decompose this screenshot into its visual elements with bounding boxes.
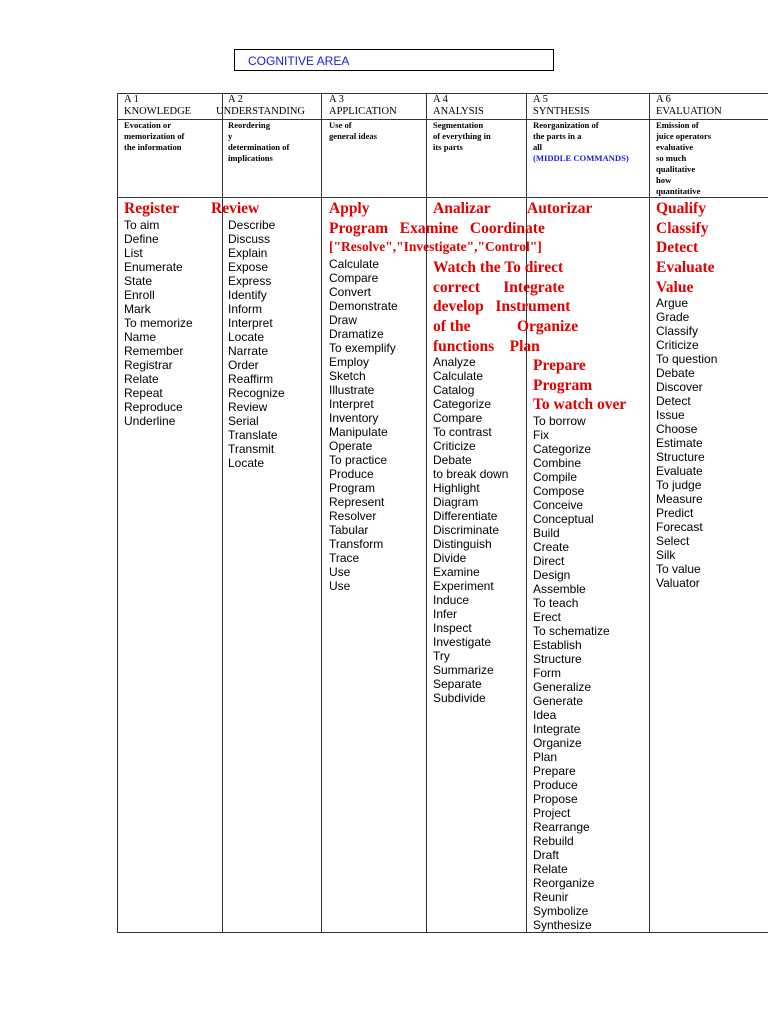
verb-item: Debate [433,453,472,467]
verb-item: Propose [533,792,578,806]
verb-item: To schematize [533,624,610,638]
verb-item: Discover [656,380,703,394]
verb-item: Compose [533,484,585,498]
verb-item: Project [533,806,571,820]
column-description-line: of everything in [433,131,491,141]
verb-item: Demonstrate [329,299,398,313]
verb-list-synthesis [533,414,610,932]
verb-item: Relate [533,862,568,876]
verb-item: Establish [533,638,582,652]
column-divider [649,93,650,933]
verb-item: Compare [329,271,379,285]
key-verb-heading: Value [656,279,694,296]
verb-item: Order [228,358,259,372]
column-description-line: implications [228,153,273,163]
verb-item: Reaffirm [228,372,274,386]
column-description-line: Reordering [228,120,271,130]
verb-item: To memorize [124,316,193,330]
column-description-line: Segmentation [433,120,484,130]
verb-item: Manipulate [329,425,388,439]
column-code: A 1 [124,94,139,105]
key-verb-heading: Review [211,200,260,217]
column-code: A 3 [329,94,344,105]
verb-item: Name [124,330,157,344]
verb-item: Employ [329,355,370,369]
verb-item: Summarize [433,663,494,677]
column-description-line: determination of [228,142,290,152]
verb-list-analysis [433,355,508,705]
column-code: A 6 [656,94,671,105]
column-description-line: the information [124,142,182,152]
column-description-line: qualitative [656,164,696,174]
verb-item: Produce [329,467,374,481]
verb-item: Analyze [433,355,476,369]
column-description-line: Evocation or [124,120,172,130]
verb-item: Convert [329,285,372,299]
verb-item: Criticize [656,338,699,352]
key-verb-heading: Autorizar [527,200,593,217]
key-verb-heading: Program [533,377,593,394]
column-description-line: memorization of [124,131,185,141]
column-name: EVALUATION [656,106,722,117]
verb-item: Try [433,649,450,663]
verb-item: Dramatize [329,327,384,341]
verb-item: Underline [124,414,176,428]
verb-item: Recognize [228,386,285,400]
verb-item: Induce [433,593,470,607]
verb-item: to break down [433,467,509,481]
verb-item: Draw [329,313,358,327]
verb-item: Conceptual [533,512,594,526]
verb-item: Express [228,274,272,288]
verb-item: Conceive [533,498,584,512]
verb-item: Fix [533,428,549,442]
verb-item: Combine [533,456,582,470]
column-name: SYNTHESIS [533,106,590,117]
verb-item: Produce [533,778,578,792]
verb-item: To exemplify [329,341,396,355]
verb-item: Investigate [433,635,492,649]
verb-item: Mark [124,302,151,316]
verb-item: Interpret [228,316,273,330]
verb-item: Structure [533,652,582,666]
column-code: A 4 [433,94,448,105]
column-description-line: (MIDDLE COMMANDS) [533,153,629,163]
verb-item: Separate [433,677,482,691]
verb-item: Transform [329,537,384,551]
verb-item: Locate [228,330,265,344]
key-verb-heading: develop Instrument [433,298,571,315]
verb-item: Generalize [533,680,592,694]
key-verb-heading: Analizar [433,200,491,217]
verb-item: Issue [656,408,685,422]
verb-item: Repeat [124,386,163,400]
verb-item: Symbolize [533,904,589,918]
verb-item: Build [533,526,560,540]
verb-item: Diagram [433,495,479,509]
verb-item: Define [124,232,159,246]
verb-item: Narrate [228,344,269,358]
verb-item: To value [656,562,701,576]
verb-item: Use [329,565,351,579]
verb-item: Experiment [433,579,494,593]
verb-item: Silk [656,548,676,562]
verb-item: Relate [124,372,159,386]
verb-item: To contrast [433,425,492,439]
key-verb-heading: Apply [329,200,370,217]
verb-item: Identify [228,288,267,302]
verb-item: Reunir [533,890,569,904]
verb-item: Predict [656,506,694,520]
verb-item: Rebuild [533,834,574,848]
verb-item: Operate [329,439,373,453]
column-name: UNDERSTANDING [216,106,305,117]
verb-item: Synthesize [533,918,592,932]
key-verb-heading: Watch the To direct [433,259,564,276]
column-divider [117,93,118,933]
verb-item: Catalog [433,383,475,397]
verb-item: Measure [656,492,703,506]
verb-item: Highlight [433,481,480,495]
column-description-line: so much [656,153,687,163]
verb-item: Distinguish [433,537,492,551]
key-verb-heading: Register [124,200,180,217]
verb-item: Categorize [433,397,492,411]
verb-item: Form [533,666,561,680]
column-description-line: juice operators [656,131,712,141]
verb-item: To judge [656,478,702,492]
verb-item: Examine [433,565,480,579]
verb-item: Compare [433,411,483,425]
verb-item: Differentiate [433,509,498,523]
verb-list-understanding [228,218,285,470]
verb-item: Estimate [656,436,703,450]
verb-item: Describe [228,218,276,232]
column-name: ANALYSIS [433,106,484,117]
verb-item: To question [656,352,718,366]
key-verb-heading: Evaluate [656,259,715,276]
verb-item: Detect [656,394,691,408]
verb-item: To borrow [533,414,586,428]
key-verb-heading: Qualify [656,200,706,217]
verb-item: Rearrange [533,820,590,834]
verb-item: Direct [533,554,565,568]
verb-item: Forecast [656,520,703,534]
column-description-line: Use of [329,120,352,130]
verb-item: Categorize [533,442,592,456]
verb-item: Remember [124,344,184,358]
verb-item: Subdivide [433,691,486,705]
verb-item: Transmit [228,442,275,456]
key-verb-heading: Prepare [533,357,586,374]
column-name: APPLICATION [329,106,397,117]
verb-item: Locate [228,456,265,470]
key-verb-heading: of the Organize [433,318,579,335]
verb-item: Select [656,534,690,548]
verb-list-evaluation [656,296,717,590]
column-name: KNOWLEDGE [124,106,192,117]
key-verb-heading: functions Plan [433,338,540,355]
column-description-line: Emission of [656,120,699,130]
column-description-line: y [228,131,233,141]
verb-item: Review [228,400,268,414]
column-description-line: Reorganization of [533,120,599,130]
key-verb-heading: ["Resolve","Investigate","Control"] [329,239,542,254]
verb-item: Generate [533,694,584,708]
key-verb-heading: Detect [656,239,699,256]
key-verb-heading: To watch over [533,396,627,413]
column-description-line: the parts in a [533,131,582,141]
verb-item: Integrate [533,722,581,736]
verb-item: Grade [656,310,690,324]
column-description-line: general ideas [329,131,377,141]
verb-item: Erect [533,610,562,624]
verb-item: Represent [329,495,385,509]
verb-item: Plan [533,750,558,764]
verb-item: Sketch [329,369,366,383]
verb-list-application [329,257,398,593]
verb-item: To practice [329,453,388,467]
verb-item: Use [329,579,351,593]
verb-list-knowledge [124,218,193,428]
verb-item: Inspect [433,621,472,635]
verb-item: Calculate [433,369,484,383]
verb-item: Explain [228,246,268,260]
column-code: A 2 [228,94,243,105]
verb-item: Draft [533,848,560,862]
verb-item: Program [329,481,376,495]
verb-item: Evaluate [656,464,703,478]
verb-item: Serial [228,414,259,428]
column-description-line: quantitative [656,186,701,196]
verb-item: Enumerate [124,260,183,274]
column-code: A 5 [533,94,548,105]
verb-item: List [124,246,143,260]
verb-item: Classify [656,324,699,338]
verb-item: Valuator [656,576,700,590]
verb-item: Calculate [329,257,380,271]
column-description-line: its parts [433,142,463,152]
verb-item: Infer [433,607,458,621]
verb-item: Divide [433,551,467,565]
verb-item: Translate [228,428,278,442]
verb-item: Inventory [329,411,379,425]
key-verb-heading: correct Integrate [433,279,565,296]
verb-item: To teach [533,596,579,610]
column-divider [321,93,322,933]
verb-item: Structure [656,450,705,464]
verb-item: Resolver [329,509,377,523]
verb-item: Tabular [329,523,369,537]
verb-item: Idea [533,708,557,722]
row-divider [117,932,768,933]
column-divider [222,93,223,933]
column-description-line: all [533,142,543,152]
verb-item: Trace [329,551,360,565]
verb-item: Prepare [533,764,576,778]
column-description-line: evaluative [656,142,694,152]
key-verb-heading: Program Examine Coordinate [329,220,545,237]
verb-item: Assemble [533,582,586,596]
verb-item: Expose [228,260,269,274]
verb-item: Compile [533,470,578,484]
verb-item: Discuss [228,232,271,246]
verb-item: Interpret [329,397,374,411]
verb-item: Illustrate [329,383,375,397]
verb-item: Create [533,540,570,554]
verb-item: Reorganize [533,876,595,890]
verb-item: Registrar [124,358,173,372]
verb-item: Enroll [124,288,155,302]
verb-item: Discriminate [433,523,500,537]
verb-item: To aim [124,218,160,232]
verb-item: State [124,274,153,288]
verb-item: Choose [656,422,698,436]
verb-item: Inform [228,302,263,316]
column-description-line: how [656,175,672,185]
verb-item: Argue [656,296,689,310]
verb-item: Design [533,568,571,582]
verb-item: Debate [656,366,695,380]
key-verb-heading: Classify [656,220,709,237]
verb-item: Criticize [433,439,476,453]
verb-item: Organize [533,736,582,750]
verb-item: Reproduce [124,400,183,414]
cognitive-area-title: COGNITIVE AREA [234,49,554,71]
